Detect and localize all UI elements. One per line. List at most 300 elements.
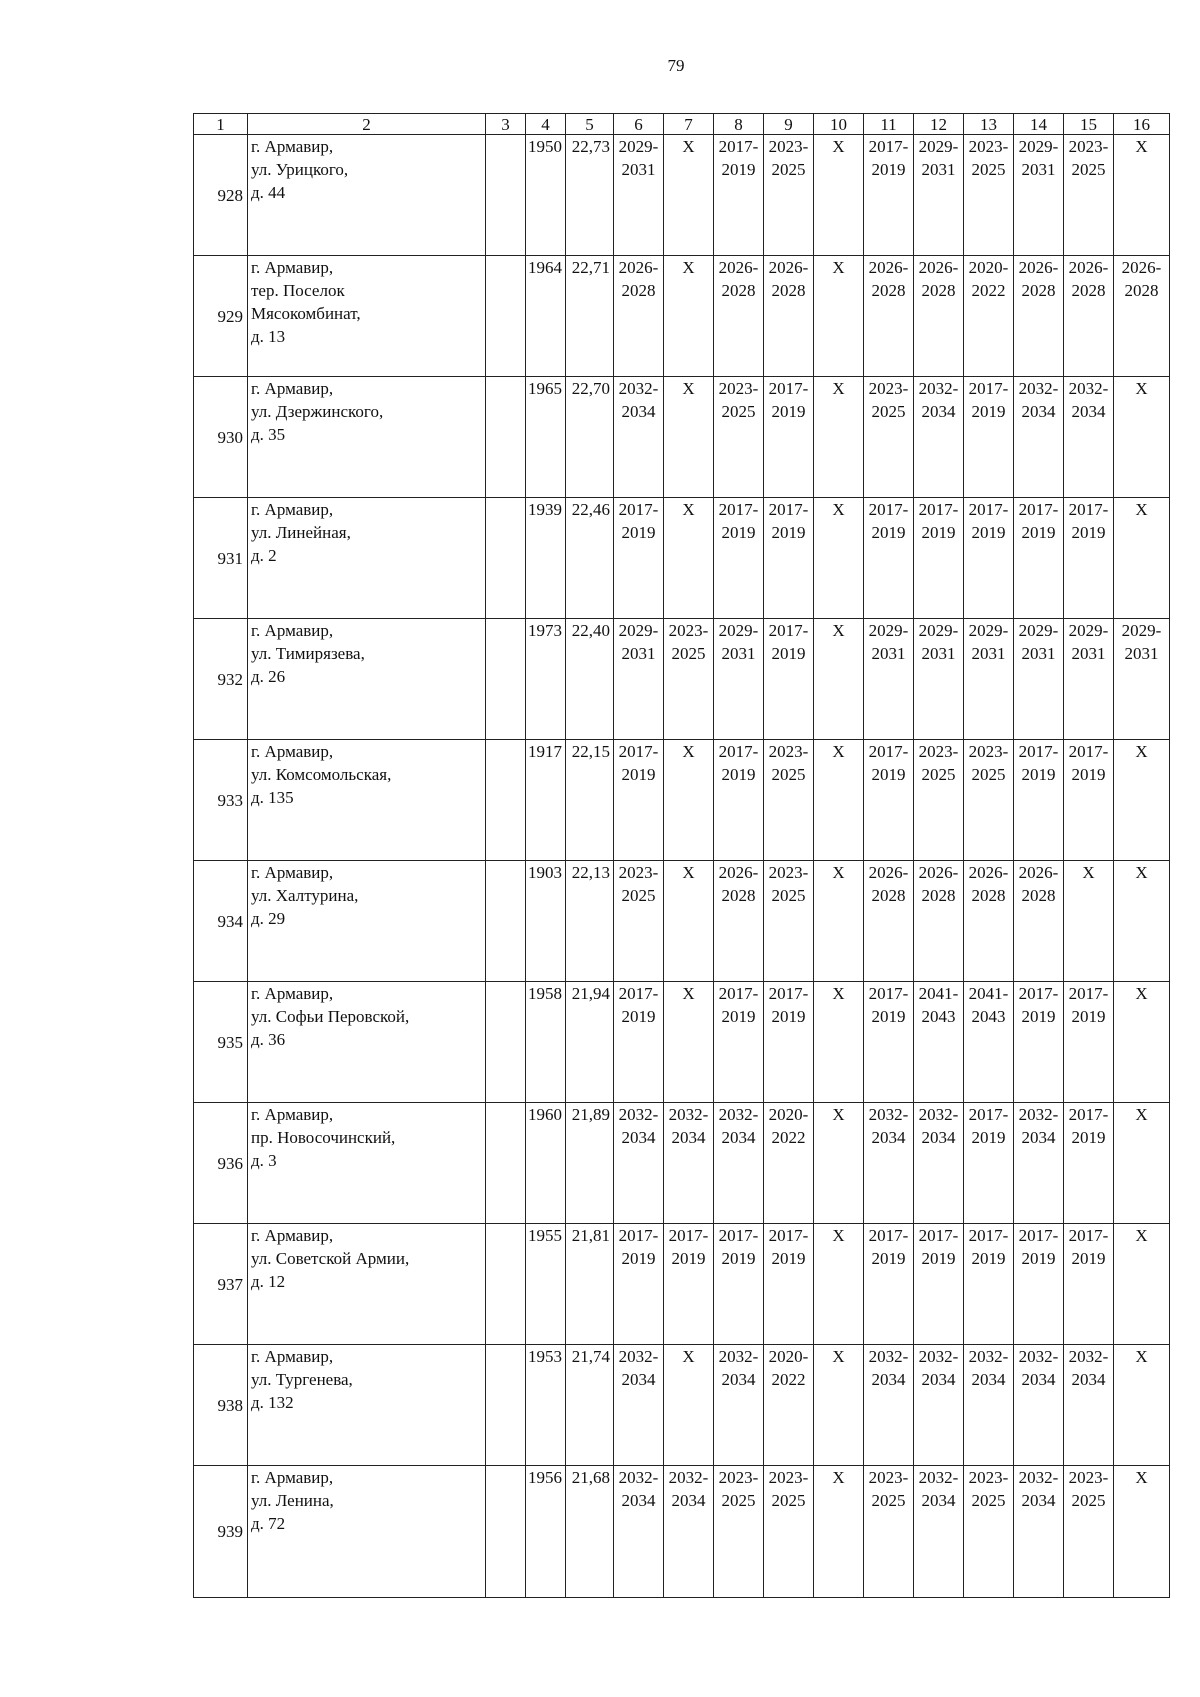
period-line: 2028 <box>721 281 756 300</box>
period-line: 2032- <box>668 1105 709 1124</box>
period-line: 2023- <box>618 863 659 882</box>
row-number: 928 <box>194 135 248 256</box>
period-line: 2023- <box>668 621 709 640</box>
period-line: 2017- <box>618 742 659 761</box>
period-cell-col-7 <box>664 619 714 740</box>
period-cell-col-15 <box>1064 1345 1114 1466</box>
empty-cell <box>486 982 526 1103</box>
period-cell-col-12 <box>914 1345 964 1466</box>
period-line: 2019 <box>621 765 656 784</box>
period-line: 2023- <box>868 1468 909 1487</box>
period-line: 2032- <box>718 1105 759 1124</box>
period-line: 2031 <box>971 644 1006 663</box>
period-cell-col-12 <box>914 1466 964 1598</box>
period-line: 2020- <box>968 258 1009 277</box>
value-cell: 21,94 <box>566 982 614 1103</box>
address-line: ул. Ленина, <box>251 1491 334 1510</box>
period-cell-col-12 <box>914 861 964 982</box>
row-number: 933 <box>194 740 248 861</box>
period-line: 2017- <box>1018 500 1059 519</box>
period-line: 2034 <box>621 1491 656 1510</box>
period-line: 2019 <box>1071 1007 1106 1026</box>
period-line: 2017- <box>918 500 959 519</box>
row-number: 929 <box>194 256 248 377</box>
period-line: 2023- <box>968 1468 1009 1487</box>
value-cell: 22,46 <box>566 498 614 619</box>
period-line: 2019 <box>971 1249 1006 1268</box>
period-cell-col-9 <box>764 135 814 256</box>
period-cell-col-13 <box>964 498 1014 619</box>
column-header-14: 14 <box>1014 114 1064 135</box>
period-line: 2017- <box>618 1226 659 1245</box>
period-line: X <box>832 1468 845 1487</box>
address-line: ул. Халтурина, <box>251 886 359 905</box>
period-line: 2028 <box>871 886 906 905</box>
period-line: 2019 <box>771 1249 806 1268</box>
year-cell: 1973 <box>526 619 566 740</box>
period-line: 2029- <box>968 621 1009 640</box>
address-line: д. 3 <box>251 1151 277 1170</box>
period-cell-col-13 <box>964 619 1014 740</box>
period-line: 2034 <box>921 402 956 421</box>
period-line: X <box>682 258 695 277</box>
period-line: 2029- <box>618 621 659 640</box>
period-line: 2031 <box>1021 644 1056 663</box>
period-line: X <box>1135 137 1148 156</box>
period-cell-col-16 <box>1114 619 1170 740</box>
period-cell-col-10 <box>814 377 864 498</box>
period-line: X <box>1135 500 1148 519</box>
period-line: 2025 <box>971 765 1006 784</box>
period-line: X <box>832 742 845 761</box>
period-line: 2017- <box>968 379 1009 398</box>
period-cell-col-10 <box>814 1103 864 1224</box>
period-line: 2026- <box>618 258 659 277</box>
period-line: 2026- <box>918 258 959 277</box>
period-cell-col-13 <box>964 1466 1014 1598</box>
period-line: 2029- <box>918 137 959 156</box>
period-cell-col-7 <box>664 135 714 256</box>
period-line: 2029- <box>618 137 659 156</box>
period-line: 2029- <box>868 621 909 640</box>
period-line: 2041- <box>918 984 959 1003</box>
period-cell-col-9 <box>764 619 814 740</box>
period-line: 2025 <box>671 644 706 663</box>
period-line: 2019 <box>871 160 906 179</box>
period-line: 2017- <box>1018 1226 1059 1245</box>
address-cell <box>248 1103 486 1224</box>
period-cell-col-16 <box>1114 1345 1170 1466</box>
address-cell <box>248 982 486 1103</box>
period-line: 2017- <box>868 137 909 156</box>
row-number: 937 <box>194 1224 248 1345</box>
address-line: г. Армавир, <box>251 1468 334 1487</box>
table-row <box>194 740 1170 861</box>
period-cell-col-15 <box>1064 1224 1114 1345</box>
table-row <box>194 1345 1170 1466</box>
period-cell-col-11 <box>864 498 914 619</box>
period-line: 2034 <box>1071 1370 1106 1389</box>
period-cell-col-12 <box>914 498 964 619</box>
address-line: д. 13 <box>251 327 286 346</box>
period-cell-col-13 <box>964 256 1014 377</box>
period-cell-col-6 <box>614 377 664 498</box>
period-cell-col-9 <box>764 861 814 982</box>
empty-cell <box>486 135 526 256</box>
period-line: 2032- <box>618 1468 659 1487</box>
value-cell: 22,15 <box>566 740 614 861</box>
period-line: 2032- <box>618 379 659 398</box>
address-line: г. Армавир, <box>251 1226 334 1245</box>
column-header-15: 15 <box>1064 114 1114 135</box>
address-line: д. 135 <box>251 788 294 807</box>
period-line: 2034 <box>871 1128 906 1147</box>
period-line: 2025 <box>721 402 756 421</box>
period-cell-col-6 <box>614 1345 664 1466</box>
year-cell: 1955 <box>526 1224 566 1345</box>
period-line: 2017- <box>1068 500 1109 519</box>
period-cell-col-16 <box>1114 740 1170 861</box>
page-number: 79 <box>667 56 685 75</box>
column-header-5: 5 <box>566 114 614 135</box>
period-line: 2034 <box>921 1370 956 1389</box>
row-number: 938 <box>194 1345 248 1466</box>
empty-cell <box>486 619 526 740</box>
period-line: 2017- <box>668 1226 709 1245</box>
empty-cell <box>486 1345 526 1466</box>
period-line: 2017- <box>968 1226 1009 1245</box>
empty-cell <box>486 740 526 861</box>
period-cell-col-8 <box>714 1466 764 1598</box>
address-line: г. Армавир, <box>251 742 334 761</box>
table-row <box>194 982 1170 1103</box>
period-line: 2023- <box>768 1468 809 1487</box>
period-cell-col-15 <box>1064 861 1114 982</box>
period-line: 2028 <box>721 886 756 905</box>
period-line: 2034 <box>871 1370 906 1389</box>
value-cell: 22,13 <box>566 861 614 982</box>
period-line: 2022 <box>971 281 1006 300</box>
period-line: 2032- <box>918 1468 959 1487</box>
period-line: 2019 <box>971 402 1006 421</box>
period-line: 2019 <box>1071 765 1106 784</box>
period-cell-col-6 <box>614 861 664 982</box>
period-line: X <box>1135 863 1148 882</box>
period-line: 2034 <box>1021 1370 1056 1389</box>
period-line: 2034 <box>621 1128 656 1147</box>
period-line: 2019 <box>1021 1249 1056 1268</box>
period-line: 2031 <box>871 644 906 663</box>
period-cell-col-14 <box>1014 377 1064 498</box>
period-line: 2023- <box>768 863 809 882</box>
address-line: г. Армавир, <box>251 137 334 156</box>
period-line: 2019 <box>871 523 906 542</box>
period-line: 2019 <box>871 1249 906 1268</box>
period-cell-col-16 <box>1114 1224 1170 1345</box>
column-header-9: 9 <box>764 114 814 135</box>
address-line: д. 44 <box>251 183 286 202</box>
period-line: 2017- <box>768 621 809 640</box>
period-line: 2031 <box>621 644 656 663</box>
empty-cell <box>486 1466 526 1598</box>
column-header-2: 2 <box>248 114 486 135</box>
period-line: 2023- <box>868 379 909 398</box>
address-line: д. 2 <box>251 546 277 565</box>
period-line: 2019 <box>1071 1128 1106 1147</box>
period-line: 2034 <box>621 1370 656 1389</box>
period-cell-col-11 <box>864 1103 914 1224</box>
period-line: 2019 <box>671 1249 706 1268</box>
period-line: 2031 <box>1071 644 1106 663</box>
column-header-7: 7 <box>664 114 714 135</box>
period-line: 2017- <box>968 500 1009 519</box>
period-cell-col-7 <box>664 861 714 982</box>
period-cell-col-6 <box>614 1224 664 1345</box>
period-cell-col-7 <box>664 1345 714 1466</box>
period-line: 2026- <box>768 258 809 277</box>
column-header-16: 16 <box>1114 114 1170 135</box>
row-number: 932 <box>194 619 248 740</box>
address-cell <box>248 256 486 377</box>
period-line: 2017- <box>868 742 909 761</box>
period-line: 2023- <box>718 1468 759 1487</box>
period-line: 2019 <box>621 523 656 542</box>
period-cell-col-11 <box>864 861 914 982</box>
table-row <box>194 135 1170 256</box>
period-cell-col-8 <box>714 498 764 619</box>
period-line: 2028 <box>1124 281 1159 300</box>
period-line: X <box>1135 379 1148 398</box>
period-cell-col-6 <box>614 135 664 256</box>
period-cell-col-11 <box>864 1466 914 1598</box>
address-line: ул. Тимирязева, <box>251 644 365 663</box>
column-header-10: 10 <box>814 114 864 135</box>
period-line: 2034 <box>921 1491 956 1510</box>
period-line: 2026- <box>918 863 959 882</box>
period-line: 2028 <box>921 886 956 905</box>
period-cell-col-14 <box>1014 861 1064 982</box>
period-line: X <box>832 379 845 398</box>
period-line: 2034 <box>1021 1128 1056 1147</box>
address-line: г. Армавир, <box>251 863 334 882</box>
empty-cell <box>486 861 526 982</box>
period-line: 2025 <box>921 765 956 784</box>
table-row <box>194 619 1170 740</box>
year-cell: 1939 <box>526 498 566 619</box>
period-line: 2043 <box>971 1007 1006 1026</box>
period-line: 2023- <box>718 379 759 398</box>
period-cell-col-8 <box>714 256 764 377</box>
period-line: 2019 <box>721 1007 756 1026</box>
address-cell <box>248 619 486 740</box>
address-line: ул. Советской Армии, <box>251 1249 410 1268</box>
address-line: пр. Новосочинский, <box>251 1128 396 1147</box>
value-cell: 22,71 <box>566 256 614 377</box>
period-line: 2019 <box>1021 523 1056 542</box>
period-cell-col-14 <box>1014 1224 1064 1345</box>
column-header-1: 1 <box>194 114 248 135</box>
period-line: 2023- <box>1068 137 1109 156</box>
period-line: 2017- <box>1018 984 1059 1003</box>
period-cell-col-8 <box>714 861 764 982</box>
period-cell-col-16 <box>1114 256 1170 377</box>
address-line: Мясокомбинат, <box>251 304 361 323</box>
period-cell-col-13 <box>964 135 1014 256</box>
address-line: ул. Тургенева, <box>251 1370 353 1389</box>
period-cell-col-7 <box>664 1103 714 1224</box>
address-line: ул. Урицкого, <box>251 160 349 179</box>
period-cell-col-14 <box>1014 740 1064 861</box>
period-line: 2026- <box>968 863 1009 882</box>
table-row <box>194 1466 1170 1598</box>
period-line: X <box>832 1105 845 1124</box>
period-line: 2031 <box>921 160 956 179</box>
period-cell-col-14 <box>1014 1345 1064 1466</box>
period-line: X <box>832 500 845 519</box>
period-line: 2017- <box>718 500 759 519</box>
period-line: 2034 <box>1071 402 1106 421</box>
period-line: 2031 <box>1124 644 1159 663</box>
period-line: 2017- <box>1018 742 1059 761</box>
row-number: 931 <box>194 498 248 619</box>
period-line: 2034 <box>1021 1491 1056 1510</box>
address-cell <box>248 498 486 619</box>
period-line: X <box>682 863 695 882</box>
period-line: 2032- <box>1068 379 1109 398</box>
period-line: X <box>1082 863 1095 882</box>
period-line: X <box>832 137 845 156</box>
address-line: д. 72 <box>251 1514 286 1533</box>
period-cell-col-10 <box>814 1224 864 1345</box>
year-cell: 1917 <box>526 740 566 861</box>
address-line: д. 35 <box>251 425 286 444</box>
value-cell: 21,81 <box>566 1224 614 1345</box>
period-cell-col-13 <box>964 1345 1014 1466</box>
period-cell-col-14 <box>1014 498 1064 619</box>
period-line: X <box>682 742 695 761</box>
period-line: 2028 <box>771 281 806 300</box>
column-header-3: 3 <box>486 114 526 135</box>
period-line: 2028 <box>1021 281 1056 300</box>
period-cell-col-16 <box>1114 135 1170 256</box>
period-cell-col-11 <box>864 619 914 740</box>
period-line: 2028 <box>871 281 906 300</box>
period-line: 2019 <box>771 1007 806 1026</box>
period-line: 2028 <box>621 281 656 300</box>
period-line: X <box>832 863 845 882</box>
year-cell: 1950 <box>526 135 566 256</box>
period-line: 2025 <box>771 765 806 784</box>
period-cell-col-11 <box>864 256 914 377</box>
period-line: X <box>682 379 695 398</box>
period-cell-col-10 <box>814 256 864 377</box>
period-line: 2029- <box>1068 621 1109 640</box>
period-cell-col-11 <box>864 982 914 1103</box>
address-cell <box>248 740 486 861</box>
period-cell-col-8 <box>714 1103 764 1224</box>
table-row <box>194 1103 1170 1224</box>
period-line: 2017- <box>718 137 759 156</box>
address-cell <box>248 1466 486 1598</box>
period-cell-col-12 <box>914 1103 964 1224</box>
period-line: 2017- <box>1068 742 1109 761</box>
period-line: 2017- <box>618 984 659 1003</box>
period-line: 2031 <box>721 644 756 663</box>
period-line: 2020- <box>768 1347 809 1366</box>
period-line: 2025 <box>971 160 1006 179</box>
period-line: 2019 <box>721 765 756 784</box>
address-line: ул. Дзержинского, <box>251 402 384 421</box>
period-line: 2032- <box>868 1347 909 1366</box>
period-line: X <box>832 258 845 277</box>
period-cell-col-16 <box>1114 861 1170 982</box>
period-cell-col-12 <box>914 377 964 498</box>
period-line: 2034 <box>671 1491 706 1510</box>
period-line: 2019 <box>771 402 806 421</box>
period-cell-col-9 <box>764 1103 814 1224</box>
period-line: 2022 <box>771 1370 806 1389</box>
period-cell-col-7 <box>664 498 714 619</box>
period-line: 2032- <box>1018 1105 1059 1124</box>
period-cell-col-11 <box>864 740 914 861</box>
period-line: 2019 <box>1021 765 1056 784</box>
period-cell-col-15 <box>1064 135 1114 256</box>
period-line: 2029- <box>918 621 959 640</box>
period-cell-col-11 <box>864 135 914 256</box>
period-line: 2026- <box>718 863 759 882</box>
period-cell-col-14 <box>1014 256 1064 377</box>
period-cell-col-12 <box>914 982 964 1103</box>
period-line: 2032- <box>1068 1347 1109 1366</box>
period-cell-col-11 <box>864 1345 914 1466</box>
period-cell-col-7 <box>664 740 714 861</box>
period-cell-col-8 <box>714 982 764 1103</box>
address-cell <box>248 377 486 498</box>
period-line: 2032- <box>868 1105 909 1124</box>
period-line: X <box>1135 1226 1148 1245</box>
period-cell-col-14 <box>1014 1103 1064 1224</box>
period-cell-col-16 <box>1114 1466 1170 1598</box>
year-cell: 1956 <box>526 1466 566 1598</box>
period-line: 2025 <box>771 886 806 905</box>
address-cell <box>248 861 486 982</box>
period-line: 2026- <box>1068 258 1109 277</box>
period-line: X <box>1135 1347 1148 1366</box>
period-cell-col-11 <box>864 1224 914 1345</box>
address-cell <box>248 1224 486 1345</box>
value-cell: 22,40 <box>566 619 614 740</box>
period-cell-col-10 <box>814 861 864 982</box>
column-header-4: 4 <box>526 114 566 135</box>
period-line: 2025 <box>621 886 656 905</box>
period-cell-col-8 <box>714 1224 764 1345</box>
address-line: г. Армавир, <box>251 621 334 640</box>
period-cell-col-9 <box>764 982 814 1103</box>
period-line: X <box>682 500 695 519</box>
period-cell-col-10 <box>814 498 864 619</box>
period-line: 2029- <box>718 621 759 640</box>
period-line: 2034 <box>671 1128 706 1147</box>
period-cell-col-10 <box>814 1345 864 1466</box>
period-line: X <box>832 621 845 640</box>
row-number: 936 <box>194 1103 248 1224</box>
period-line: 2017- <box>718 984 759 1003</box>
period-cell-col-6 <box>614 498 664 619</box>
period-cell-col-12 <box>914 135 964 256</box>
period-line: 2019 <box>1071 523 1106 542</box>
table-row <box>194 377 1170 498</box>
address-line: д. 29 <box>251 909 286 928</box>
